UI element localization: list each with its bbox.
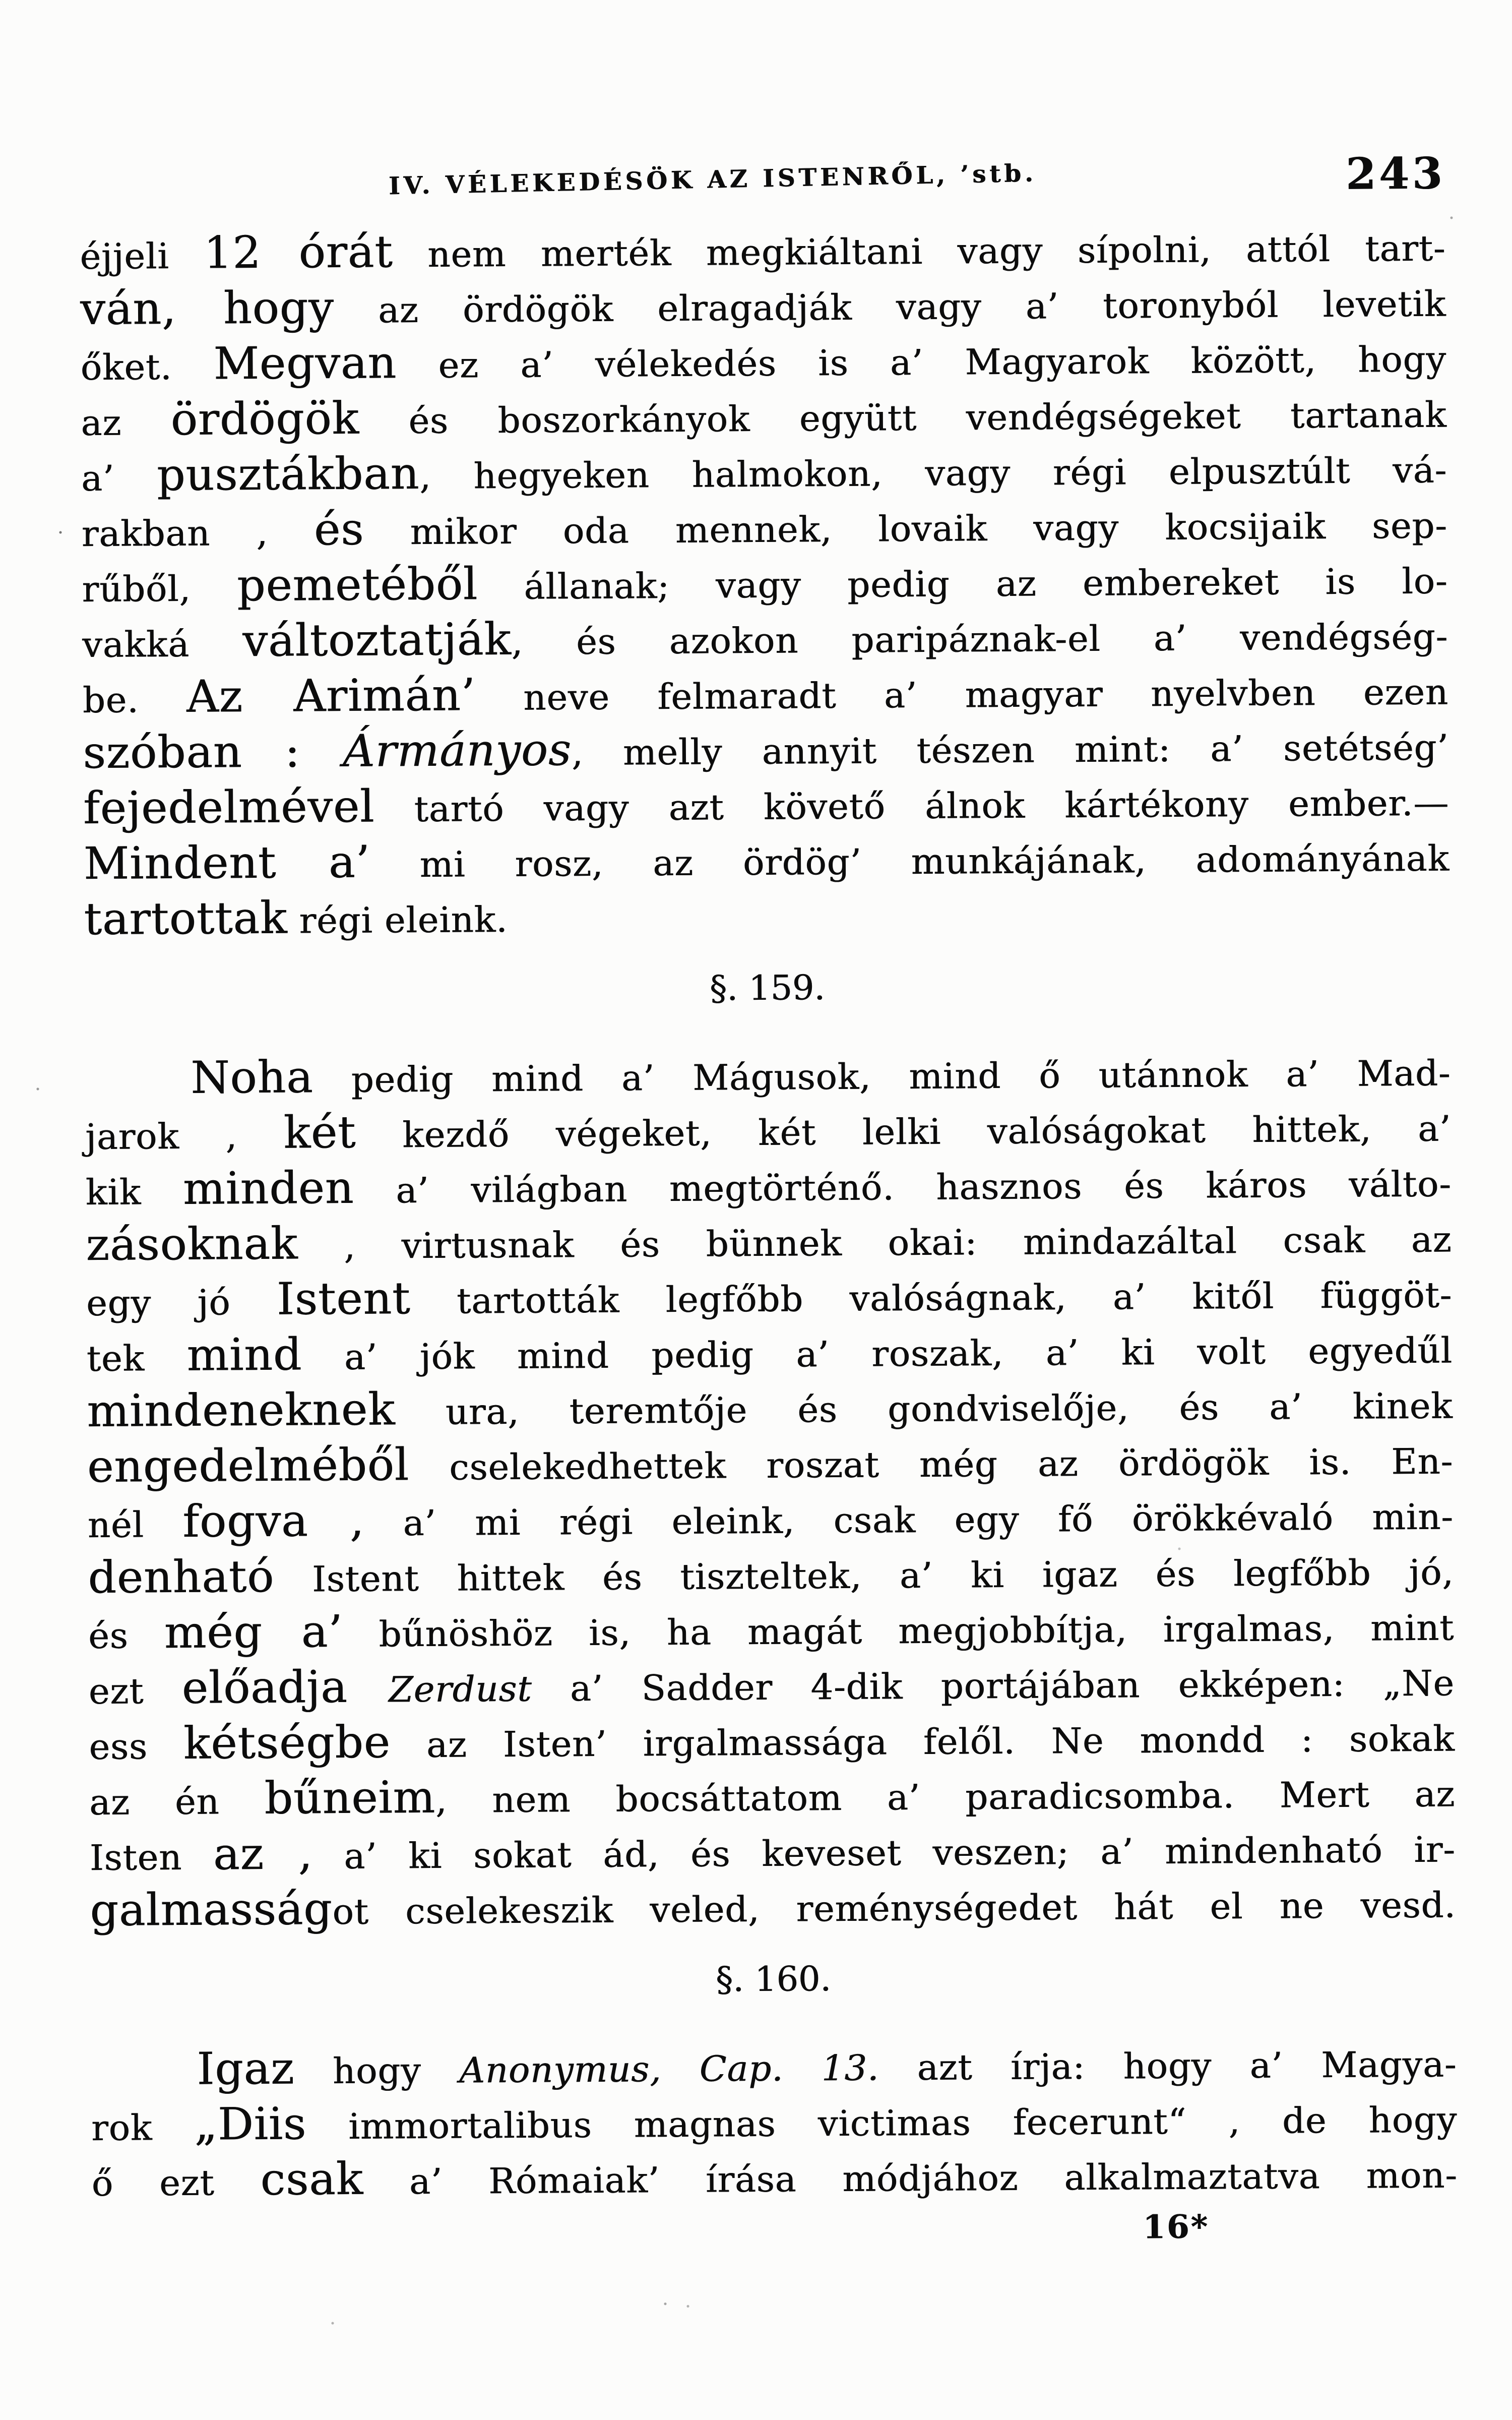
text-line (89, 1764, 1456, 1828)
text-line (89, 1708, 1455, 1772)
text-line (90, 1874, 1456, 1939)
text-segment: mi rosz, az ördög’ munkájának, adományának (370, 837, 1450, 886)
page-header (79, 143, 1445, 203)
text-line (80, 273, 1446, 337)
page-number: 243 (1345, 148, 1445, 200)
text-segment: még a’ (164, 1605, 343, 1659)
text-segment: tartották legfőbb valóságnak, a’ kitől függöt- (410, 1274, 1453, 1322)
text-segment: Istent hittek és tiszteltek, a’ ki igaz és legfőbb jó, (274, 1551, 1454, 1600)
text-segment: ő ezt (91, 2162, 261, 2205)
text-line (83, 772, 1450, 836)
text-segment: zásoknak (86, 1217, 298, 1271)
text-segment: állanak; vagy pedig az embereket is lo- (477, 560, 1448, 608)
text-segment: , nem bocsáttatom a’ paradicsomba. Mert az (435, 1773, 1456, 1821)
text-segment: bűneim (264, 1771, 436, 1824)
text-segment: cselekedhettek roszat még az ördögök is. En- (409, 1440, 1454, 1489)
text-segment: rűből, (82, 568, 237, 611)
text-segment: tek (86, 1337, 187, 1380)
text-segment: hogy (294, 2049, 460, 2092)
printer-signature: 16* (1143, 2208, 1210, 2247)
text-segment: neve felmaradt a’ magyar nyelvben ezen (475, 671, 1448, 719)
text-segment: Az Arimán’ (186, 669, 476, 722)
text-segment: Megvan (213, 336, 397, 390)
text-line (88, 1597, 1455, 1661)
text-segment: 12 órát (203, 225, 393, 279)
text-line (80, 329, 1446, 393)
text-line (89, 1819, 1456, 1883)
text-line (86, 1264, 1453, 1328)
text-segment: a’ mi régi eleink, csak egy fő örökkévaló min- (364, 1496, 1454, 1544)
text-line (87, 1375, 1453, 1439)
text-segment: kezdő végeket, két lelki valóságokat hittek, a’ (356, 1108, 1452, 1156)
text-segment: be. (82, 679, 187, 721)
text-segment: az (81, 402, 171, 444)
text-segment: Ármányos (342, 723, 572, 777)
text-segment: rok (91, 2106, 195, 2149)
text-segment: szóban : (83, 724, 343, 779)
text-line (86, 1209, 1452, 1273)
text-segment: nem merték megkiáltani vagy sípolni, attól tart- (393, 227, 1446, 276)
text-segment: Igaz (197, 2042, 295, 2095)
text-segment: jarok , (85, 1115, 284, 1158)
text-line (83, 717, 1449, 781)
text-segment: , és azokon paripáznak-el a’ vendégség- (511, 616, 1448, 663)
text-segment: ess (89, 1725, 184, 1768)
text-segment: a’ világban megtörténő. hasznos és káros válto- (354, 1163, 1452, 1212)
text-segment: Noha (191, 1051, 313, 1104)
text-line (81, 495, 1447, 559)
text-line (88, 1653, 1455, 1717)
text-segment: és (88, 1615, 165, 1657)
text-segment: Mindent a’ (83, 835, 370, 890)
text-segment: a’ jók mind pedig a’ roszak, a’ ki volt egyedűl (301, 1329, 1453, 1378)
text-line (88, 1542, 1454, 1606)
text-segment: ván, hogy (80, 281, 334, 335)
text-segment: mikor oda mennek, lovaik vagy kocsijaik sep- (364, 505, 1447, 553)
text-segment: , melly annyit tészen mint: a’ setétség’ (571, 727, 1449, 774)
page-body (80, 218, 1458, 2208)
text-segment: Isten (89, 1836, 214, 1879)
text-segment: a’ ki sokat ád, és keveset veszen; a’ mindenható ir- (312, 1829, 1456, 1878)
text-line (85, 1043, 1451, 1107)
text-segment: galmasság (90, 1883, 333, 1937)
text-segment: a’ (81, 457, 157, 500)
text-line (85, 1098, 1452, 1162)
text-line (87, 1486, 1454, 1550)
text-segment: Anonymus, Cap. 13. (459, 2047, 879, 2091)
text-segment: fogva , (182, 1494, 365, 1547)
text-segment: az én (89, 1780, 265, 1824)
text-segment: változtatják (242, 613, 512, 667)
text-segment: mindeneknek (87, 1383, 396, 1437)
text-segment: fejedelmével (83, 780, 375, 834)
text-segment: és boszorkányok együtt vendégségeket tartanak (359, 394, 1447, 442)
text-segment: nél (87, 1503, 183, 1546)
text-segment: , virtusnak és bünnek okai: mindazáltal csak az (297, 1219, 1452, 1267)
text-segment: az Isten’ irgalmassága felől. Ne mondd : sokak (390, 1718, 1455, 1766)
text-segment: tartottak (84, 891, 288, 945)
text-segment: az , (213, 1827, 313, 1880)
text-segment: „Diis (194, 2097, 307, 2150)
text-segment: pedig mind a’ Mágusok, mind ő utánnok a’ Mad- (313, 1052, 1451, 1101)
text-segment: rakban , (81, 512, 314, 555)
section-heading: §. 159. (709, 968, 825, 1009)
text-segment: azt írja: hogy a’ Magya- (878, 2043, 1457, 2089)
text-segment: az ördögök elragadják vagy a’ toronyból levetik (334, 283, 1446, 332)
text-segment: ördögök (170, 392, 360, 446)
paragraph (80, 218, 1450, 947)
text-segment: mind (186, 1328, 302, 1381)
text-line (81, 440, 1447, 504)
paragraph (85, 1043, 1456, 1939)
text-line (87, 1431, 1454, 1495)
text-segment: ez a’ vélekedés is a’ Magyarok között, hogy (396, 338, 1446, 387)
text-segment: Zerdust (388, 1668, 532, 1711)
text-segment: régi eleink. (287, 899, 508, 942)
text-segment: pemetéből (236, 558, 478, 612)
text-line (91, 2034, 1457, 2098)
text-segment: és (313, 503, 364, 556)
text-segment: ura, teremtője és gondviselője, és a’ kinek (395, 1385, 1453, 1433)
text-segment: éjjeli (80, 235, 204, 278)
text-segment: két (283, 1106, 356, 1159)
text-line (86, 1320, 1453, 1384)
text-line (82, 551, 1448, 615)
text-line (82, 606, 1448, 670)
text-segment: a’ Rómaiak’ írása módjához alkalmaztatva mon- (363, 2154, 1458, 2203)
text-segment: ezt (88, 1670, 182, 1713)
text-segment: csak (260, 2152, 364, 2206)
text-line (80, 218, 1446, 282)
text-line (81, 384, 1447, 448)
text-segment: egy jó (86, 1281, 277, 1324)
text-segment: kétségbe (183, 1716, 391, 1769)
text-line (91, 2089, 1458, 2153)
text-segment: tartó vagy azt követő álnok kártékony ember.— (374, 782, 1450, 830)
text-line (85, 1154, 1452, 1218)
text-line (91, 2145, 1458, 2209)
text-line (84, 883, 1450, 947)
text-segment: vakká (82, 623, 243, 666)
text-segment: immortalibus magnas victimas fecerunt“ , de hogy (306, 2099, 1458, 2148)
text-line (83, 828, 1450, 892)
text-segment: denható (88, 1550, 275, 1604)
text-segment: Istent (276, 1272, 411, 1325)
text-segment: őket. (80, 346, 214, 389)
text-segment: pusztákban (156, 447, 420, 501)
text-segment: a’ Sadder 4-dik portájában ekképen: „Ne (532, 1662, 1455, 1710)
text-segment: bűnöshöz is, ha magát megjobbítja, irgalmas, mint (342, 1607, 1455, 1656)
paragraph (91, 2034, 1458, 2209)
text-segment: ot cselekeszik veled, reménységedet hát el ne vesd. (332, 1884, 1456, 1933)
text-line (82, 661, 1448, 725)
section-heading: §. 160. (715, 1959, 831, 2000)
text-segment: minden (182, 1161, 354, 1215)
text-segment: kik (85, 1171, 183, 1214)
text-segment: , hegyeken halmokon, vagy régi elpusztúlt vá- (419, 449, 1447, 498)
running-title: IV. VÉLEKEDÉSÖK AZ ISTENRŐL, ’stb. (388, 159, 1037, 201)
text-segment: előadja (181, 1660, 389, 1714)
text-segment: engedelméből (87, 1438, 410, 1493)
